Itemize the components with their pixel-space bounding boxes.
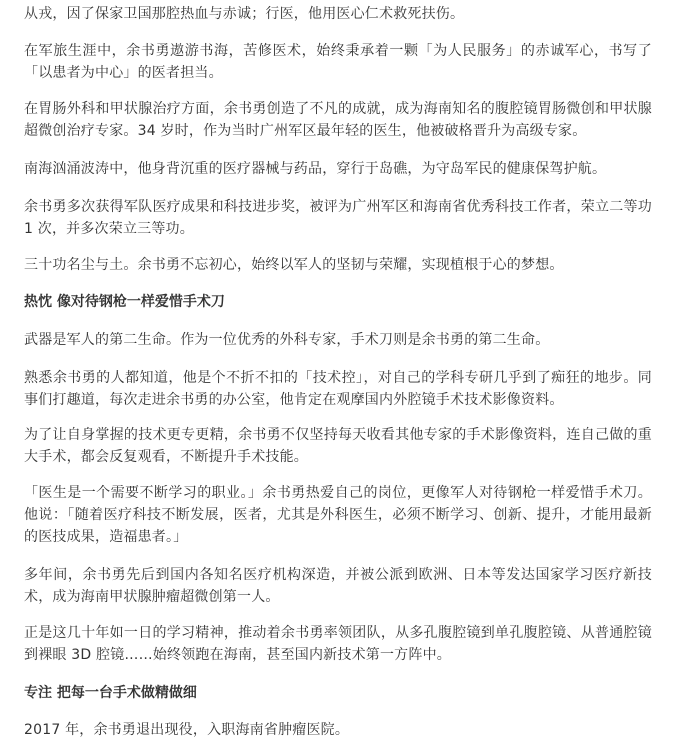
- article-paragraph: 武器是军人的第二生命。作为一位优秀的外科专家，手术刀则是余书勇的第二生命。: [24, 332, 550, 348]
- article-paragraph: 南海汹涌波涛中，他身背沉重的医疗器械与药品，穿行于岛礁，为守岛军民的健康保驾护航。: [24, 161, 607, 177]
- article-paragraph: 三十功名尘与土。余书勇不忘初心，始终以军人的坚韧与荣耀，实现植根于心的梦想。: [24, 257, 564, 273]
- section-heading: 专注 把每一台手术做精做细: [24, 685, 197, 701]
- article-paragraph: 从戎，因了保家卫国那腔热血与赤诚；行医，他用医心仁术救死扶伤。: [24, 6, 465, 22]
- article-paragraph: 熟悉余书勇的人都知道，他是个不折不扣的「技术控」，对自己的学科专研几乎到了痴狂的地步。同事们打趣道，每次走进余书勇的办公室，他肯定在观摩国内外腔镜手术技术影像资料。: [24, 370, 652, 408]
- article-paragraph: 为了让自身掌握的技术更专更精，余书勇不仅坚持每天收看其他专家的手术影像资料，连自己做的重大手术，都会反复观看，不断提升手术技能。: [24, 427, 652, 465]
- article-paragraph: 正是这几十年如一日的学习精神，推动着余书勇率领团队，从多孔腹腔镜到单孔腹腔镜、从普通腔镜到裸眼 3D 腔镜……始终领跑在海南，甚至国内新技术第一方阵中。: [24, 625, 652, 663]
- article-paragraph: 2017 年，余书勇退出现役，入职海南省肿瘤医院。: [24, 722, 350, 738]
- article-paragraph: 在胃肠外科和甲状腺治疗方面，余书勇创造了不凡的成就，成为海南知名的腹腔镜胃肠微创和甲状腺超微创治疗专家。34 岁时，作为当时广州军区最年轻的医生，他被破格晋升为高级专家。: [24, 101, 652, 139]
- article-paragraph: 余书勇多次获得军队医疗成果和科技进步奖，被评为广州军区和海南省优秀科技工作者，荣立二等功 1 次，并多次荣立三等功。: [24, 199, 652, 237]
- article-paragraph: 「医生是一个需要不断学习的职业。」余书勇热爱自己的岗位，更像军人对待钢枪一样爱惜手术刀。他说：「随着医疗科技不断发展，医者，尤其是外科医生，必须不断学习、创新、提升，才能用最新的医技成果，造福患者。」: [24, 485, 652, 545]
- section-heading: 热忱 像对待钢枪一样爱惜手术刀: [24, 294, 225, 310]
- article-paragraph: 多年间，余书勇先后到国内各知名医疗机构深造，并被公派到欧洲、日本等发达国家学习医疗新技术，成为海南甲状腺肿瘤超微创第一人。: [24, 567, 652, 605]
- article-paragraph: 在军旅生涯中，余书勇遨游书海，苦修医术，始终秉承着一颗「为人民服务」的赤诚军心，书写了「以患者为中心」的医者担当。: [24, 43, 652, 81]
